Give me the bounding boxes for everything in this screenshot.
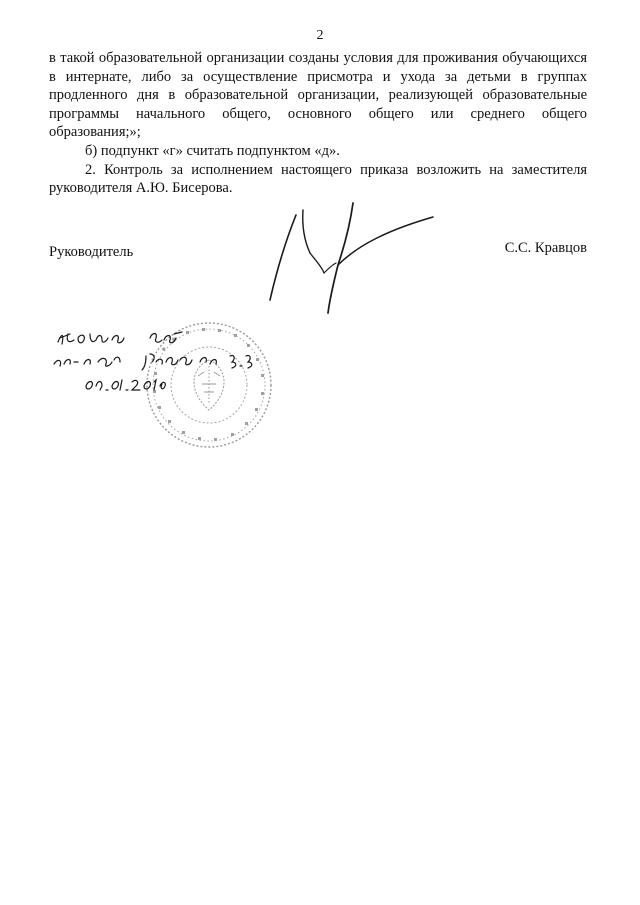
paragraph-continuation: в такой образовательной организации созданы условия для проживания обучающихся в интернате, либо за осуществление присмотра и ухода за детьми в группах продленного дня в образовательной организации, реализующей образовательные программы начального общего, основного общего или среднего общего образования;»; [49,50,587,141]
signatory-name: С.С. Кравцов [504,240,587,256]
paragraph-control-clause: 2. Контроль за исполнением настоящего приказа возложить на заместителя руководителя А.Ю. Бисерова. [49,161,587,197]
signatory-position: Руководитель [49,244,134,260]
document-body [49,49,587,198]
page-number: 2 [316,28,324,43]
handwritten-signature [258,195,448,320]
paragraph-subclause-b: б) подпункт «г» считать подпунктом «д». [85,142,340,159]
handwritten-certification [50,320,290,410]
